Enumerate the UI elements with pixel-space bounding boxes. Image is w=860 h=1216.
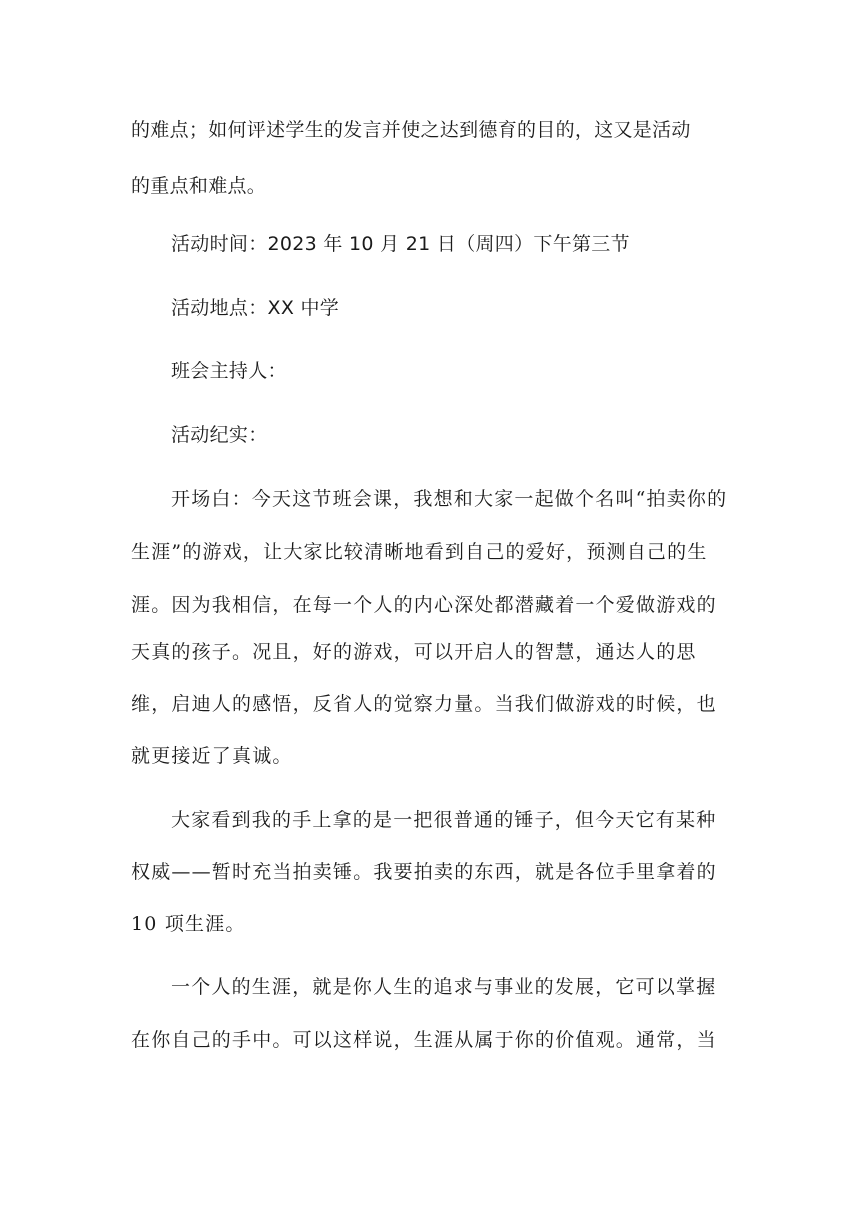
paragraph-line: 维，启迪人的感悟，反省人的觉察力量。当我们做游戏的时候，也 bbox=[131, 693, 717, 715]
activity-place: 活动地点：XX 中学 bbox=[171, 297, 340, 319]
paragraph-line: 一个人的生涯，就是你人生的追求与事业的发展，它可以掌握 bbox=[171, 976, 717, 998]
paragraph-line: 涯。因为我相信，在每一个人的内心深处都潜藏着一个爱做游戏的 bbox=[131, 594, 717, 616]
paragraph-line: 的难点；如何评述学生的发言并使之达到德育的目的，这又是活动 bbox=[131, 119, 691, 141]
paragraph-line: 生涯”的游戏，让大家比较清晰地看到自己的爱好，预测自己的生 bbox=[131, 541, 708, 563]
paragraph-line: 天真的孩子。况且，好的游戏，可以开启人的智慧，通达人的思 bbox=[131, 641, 697, 663]
paragraph-line: 大家看到我的手上拿的是一把很普通的锤子，但今天它有某种 bbox=[171, 809, 717, 831]
activity-time: 活动时间：2023 年 10 月 21 日（周四）下午第三节 bbox=[171, 233, 630, 255]
paragraph-line: 在你自己的手中。可以这样说，生涯从属于你的价值观。通常，当 bbox=[131, 1029, 717, 1051]
activity-record: 活动纪实： bbox=[171, 424, 268, 446]
paragraph-line: 就更接近了真诚。 bbox=[131, 745, 293, 767]
class-host: 班会主持人： bbox=[171, 360, 287, 382]
paragraph-line: 的重点和难点。 bbox=[131, 175, 267, 197]
paragraph-line: 10 项生涯。 bbox=[131, 913, 246, 935]
paragraph-line: 权威——暂时充当拍卖锤。我要拍卖的东西，就是各位手里拿着的 bbox=[131, 861, 717, 883]
paragraph-line: 开场白：今天这节班会课，我想和大家一起做个名叫“拍卖你的 bbox=[171, 488, 728, 510]
